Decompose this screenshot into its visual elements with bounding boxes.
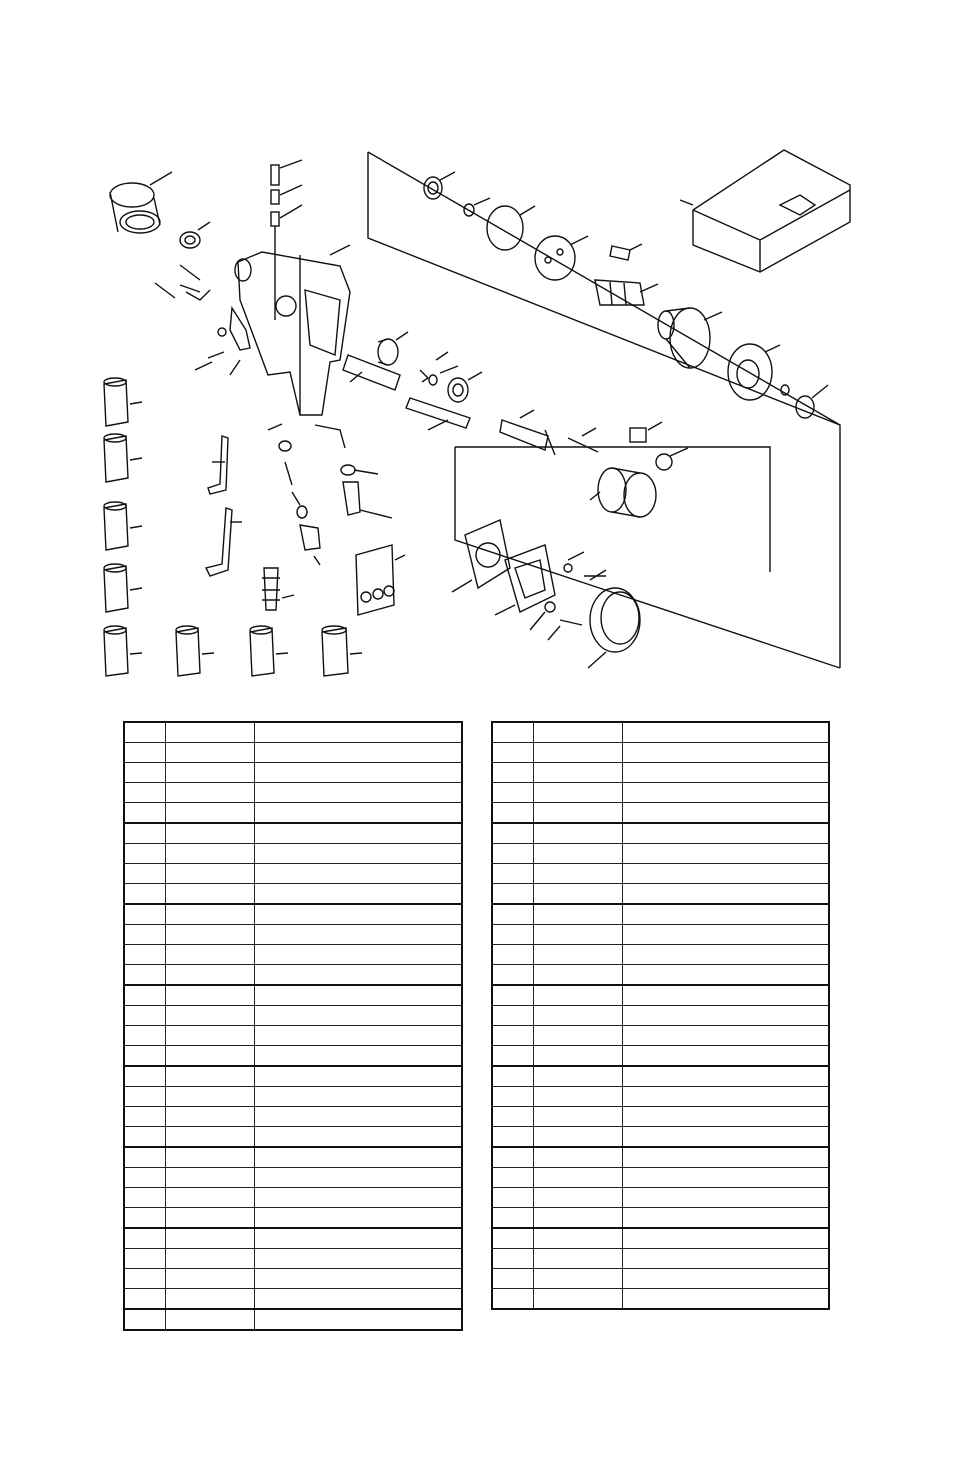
table-row xyxy=(124,1228,462,1249)
part-code-cell xyxy=(165,1066,254,1087)
part-number-cell xyxy=(492,1127,533,1148)
table-row xyxy=(492,1228,829,1249)
table-row xyxy=(492,1006,829,1026)
part-number-cell xyxy=(492,1188,533,1208)
part-number-cell xyxy=(492,884,533,905)
description-cell xyxy=(622,743,829,763)
shaft-icon xyxy=(406,398,470,430)
table-row xyxy=(124,1087,462,1107)
cover-icon xyxy=(588,588,640,668)
part-number-cell xyxy=(124,1228,165,1249)
inlet-icon xyxy=(315,425,392,518)
description-cell xyxy=(254,1208,462,1229)
hammer-icon xyxy=(630,422,688,470)
table-row xyxy=(492,1168,829,1188)
part-code-cell xyxy=(533,783,622,803)
part-code-cell xyxy=(165,1006,254,1026)
description-cell xyxy=(254,985,462,1006)
table-row xyxy=(124,1006,462,1026)
part-number-cell xyxy=(124,743,165,763)
parts-table-left xyxy=(123,721,463,1331)
part-code-cell xyxy=(533,965,622,986)
description-cell xyxy=(622,722,829,743)
part-code-cell xyxy=(165,722,254,743)
part-number-cell xyxy=(492,1168,533,1188)
pin-icon xyxy=(568,428,598,452)
table-row xyxy=(124,1107,462,1127)
description-cell xyxy=(622,945,829,965)
description-cell xyxy=(254,1269,462,1289)
description-cell xyxy=(254,1127,462,1148)
table-row xyxy=(124,1026,462,1046)
part-code-cell xyxy=(165,1309,254,1330)
washer-icon xyxy=(464,198,490,216)
part-code-cell xyxy=(165,985,254,1006)
part-number-cell xyxy=(124,1269,165,1289)
table-row xyxy=(492,1026,829,1046)
part-number-cell xyxy=(492,803,533,824)
part-number-cell xyxy=(124,904,165,925)
part-number-cell xyxy=(124,823,165,844)
part-code-cell xyxy=(165,783,254,803)
part-number-cell xyxy=(124,1046,165,1067)
part-number-cell xyxy=(124,1188,165,1208)
part-code-cell xyxy=(165,1168,254,1188)
part-code-cell xyxy=(165,1087,254,1107)
part-code-cell xyxy=(165,965,254,986)
part-number-cell xyxy=(124,1208,165,1229)
part-code-cell xyxy=(533,1087,622,1107)
part-code-cell xyxy=(533,945,622,965)
trigger-icon xyxy=(155,265,250,375)
part-number-cell xyxy=(492,1289,533,1310)
description-cell xyxy=(622,1289,829,1310)
part-number-cell xyxy=(124,945,165,965)
table-row xyxy=(492,823,829,844)
part-code-cell xyxy=(165,904,254,925)
table-row xyxy=(124,803,462,824)
table-row xyxy=(124,1147,462,1168)
part-code-cell xyxy=(533,1168,622,1188)
description-cell xyxy=(622,1269,829,1289)
description-cell xyxy=(622,884,829,905)
part-code-cell xyxy=(533,1107,622,1127)
description-cell xyxy=(254,743,462,763)
part-number-cell xyxy=(124,1249,165,1269)
table-row xyxy=(124,844,462,864)
part-number-cell xyxy=(492,1208,533,1229)
part-code-cell xyxy=(533,1188,622,1208)
table-row xyxy=(124,945,462,965)
description-cell xyxy=(254,864,462,884)
part-code-cell xyxy=(165,844,254,864)
part-code-cell xyxy=(533,1046,622,1067)
part-number-cell xyxy=(492,985,533,1006)
part-number-cell xyxy=(492,722,533,743)
part-number-cell xyxy=(492,1269,533,1289)
description-cell xyxy=(622,1066,829,1087)
part-number-cell xyxy=(492,864,533,884)
description-cell xyxy=(622,763,829,783)
part-code-cell xyxy=(533,1127,622,1148)
part-code-cell xyxy=(165,803,254,824)
description-cell xyxy=(622,803,829,824)
description-cell xyxy=(254,1188,462,1208)
description-cell xyxy=(254,1046,462,1067)
description-cell xyxy=(254,763,462,783)
table-row xyxy=(124,823,462,844)
description-cell xyxy=(254,1309,462,1330)
part-code-cell xyxy=(533,985,622,1006)
part-code-cell xyxy=(165,925,254,945)
table-row xyxy=(124,965,462,986)
table-row xyxy=(124,783,462,803)
description-cell xyxy=(622,1026,829,1046)
part-number-cell xyxy=(124,803,165,824)
exploded-parts-diagram xyxy=(0,0,954,700)
part-number-cell xyxy=(492,823,533,844)
table-row xyxy=(492,1107,829,1127)
description-cell xyxy=(622,1127,829,1148)
part-code-cell xyxy=(533,1147,622,1168)
part-number-cell xyxy=(124,985,165,1006)
part-code-cell xyxy=(165,884,254,905)
part-code-cell xyxy=(533,763,622,783)
description-cell xyxy=(622,1107,829,1127)
table-row xyxy=(124,1046,462,1067)
part-number-cell xyxy=(124,1107,165,1127)
part-number-cell xyxy=(492,904,533,925)
vane-icon xyxy=(610,244,642,260)
part-number-cell xyxy=(124,1026,165,1046)
description-cell xyxy=(254,1249,462,1269)
description-cell xyxy=(254,803,462,824)
part-code-cell xyxy=(165,1208,254,1229)
table-row xyxy=(124,763,462,783)
case-icon xyxy=(680,150,850,272)
table-row xyxy=(492,844,829,864)
part-code-cell xyxy=(165,1107,254,1127)
part-number-cell xyxy=(492,1249,533,1269)
part-code-cell xyxy=(165,743,254,763)
part-code-cell xyxy=(533,1228,622,1249)
part-code-cell xyxy=(165,1249,254,1269)
part-number-cell xyxy=(492,1107,533,1127)
part-code-cell xyxy=(533,803,622,824)
part-number-cell xyxy=(492,965,533,986)
part-code-cell xyxy=(533,1006,622,1026)
table-row xyxy=(124,1188,462,1208)
table-row xyxy=(492,1147,829,1168)
description-cell xyxy=(622,1168,829,1188)
description-cell xyxy=(254,1228,462,1249)
description-cell xyxy=(254,1168,462,1188)
table-row xyxy=(124,1168,462,1188)
table-row xyxy=(124,925,462,945)
part-number-cell xyxy=(124,1309,165,1330)
description-cell xyxy=(254,783,462,803)
table-row xyxy=(124,1127,462,1148)
table-row xyxy=(124,864,462,884)
part-number-cell xyxy=(492,1066,533,1087)
table-row xyxy=(492,1046,829,1067)
description-cell xyxy=(254,925,462,945)
o-ring-icon xyxy=(487,206,535,250)
part-code-cell xyxy=(533,823,622,844)
part-code-cell xyxy=(165,1147,254,1168)
boot-icon xyxy=(110,172,172,233)
table-row xyxy=(492,945,829,965)
part-code-cell xyxy=(533,864,622,884)
parts-table-right xyxy=(491,721,830,1310)
description-cell xyxy=(622,1147,829,1168)
table-row xyxy=(124,884,462,905)
sleeve-icon xyxy=(343,355,400,390)
table-row xyxy=(492,1087,829,1107)
description-cell xyxy=(622,1087,829,1107)
table-row xyxy=(492,1269,829,1289)
description-cell xyxy=(622,1188,829,1208)
description-cell xyxy=(622,985,829,1006)
table-row xyxy=(492,1188,829,1208)
part-code-cell xyxy=(165,763,254,783)
table-row xyxy=(124,1309,462,1330)
anvil-icon xyxy=(500,410,555,455)
description-cell xyxy=(254,1066,462,1087)
part-code-cell xyxy=(533,1249,622,1269)
description-cell xyxy=(622,844,829,864)
part-number-cell xyxy=(492,1228,533,1249)
description-cell xyxy=(622,864,829,884)
part-number-cell xyxy=(124,965,165,986)
end-plate-icon xyxy=(535,236,588,280)
description-cell xyxy=(254,722,462,743)
table-row xyxy=(124,904,462,925)
table-row xyxy=(492,1066,829,1087)
part-code-cell xyxy=(533,1026,622,1046)
table-row xyxy=(492,985,829,1006)
description-cell xyxy=(622,904,829,925)
part-code-cell xyxy=(165,1188,254,1208)
description-cell xyxy=(254,1147,462,1168)
part-number-cell xyxy=(492,1046,533,1067)
part-code-cell xyxy=(165,1127,254,1148)
description-cell xyxy=(254,1289,462,1310)
description-cell xyxy=(254,1026,462,1046)
table-row xyxy=(492,965,829,986)
part-number-cell xyxy=(124,1147,165,1168)
part-number-cell xyxy=(492,1147,533,1168)
part-number-cell xyxy=(124,884,165,905)
part-code-cell xyxy=(165,823,254,844)
part-number-cell xyxy=(492,945,533,965)
part-number-cell xyxy=(124,763,165,783)
description-cell xyxy=(622,1046,829,1067)
description-cell xyxy=(254,965,462,986)
part-number-cell xyxy=(492,743,533,763)
description-cell xyxy=(254,884,462,905)
ring-icon xyxy=(448,372,482,402)
regulator-icon xyxy=(268,424,320,565)
part-code-cell xyxy=(165,1046,254,1067)
description-cell xyxy=(254,844,462,864)
table-row xyxy=(124,1289,462,1310)
part-code-cell xyxy=(165,945,254,965)
table-row xyxy=(124,985,462,1006)
description-cell xyxy=(622,823,829,844)
table-row xyxy=(492,783,829,803)
air-fitting-icon xyxy=(262,568,294,610)
part-number-cell xyxy=(124,925,165,945)
front-bearing-icon xyxy=(781,385,828,418)
part-number-cell xyxy=(124,1006,165,1026)
bushing-2-icon xyxy=(378,332,408,365)
table-row xyxy=(124,1249,462,1269)
description-cell xyxy=(622,925,829,945)
part-code-cell xyxy=(533,904,622,925)
description-cell xyxy=(254,823,462,844)
part-number-cell xyxy=(124,1087,165,1107)
table-row xyxy=(124,743,462,763)
part-number-cell xyxy=(124,1289,165,1310)
table-row xyxy=(124,722,462,743)
part-code-cell xyxy=(533,722,622,743)
table-row xyxy=(492,1289,829,1310)
part-code-cell xyxy=(533,743,622,763)
part-number-cell xyxy=(492,1006,533,1026)
description-cell xyxy=(622,1208,829,1229)
table-row xyxy=(124,1066,462,1087)
table-row xyxy=(492,925,829,945)
part-number-cell xyxy=(124,1066,165,1087)
part-code-cell xyxy=(165,1026,254,1046)
table-row xyxy=(492,763,829,783)
socket-icon xyxy=(104,378,362,676)
part-number-cell xyxy=(492,1087,533,1107)
part-number-cell xyxy=(492,763,533,783)
part-code-cell xyxy=(165,1289,254,1310)
table-row xyxy=(492,904,829,925)
description-cell xyxy=(254,904,462,925)
description-cell xyxy=(622,1249,829,1269)
hex-key-icon xyxy=(206,436,242,576)
description-cell xyxy=(622,1006,829,1026)
rear-bearing-icon xyxy=(424,172,455,199)
description-cell xyxy=(254,1006,462,1026)
part-number-cell xyxy=(492,925,533,945)
part-code-cell xyxy=(533,1269,622,1289)
part-code-cell xyxy=(533,884,622,905)
part-code-cell xyxy=(165,864,254,884)
part-number-cell xyxy=(124,844,165,864)
table-row xyxy=(124,1208,462,1229)
part-code-cell xyxy=(533,925,622,945)
table-row xyxy=(492,864,829,884)
cage-icon xyxy=(590,468,656,517)
label-card-icon xyxy=(356,545,405,615)
part-code-cell xyxy=(533,1066,622,1087)
description-cell xyxy=(254,1107,462,1127)
part-code-cell xyxy=(165,1269,254,1289)
part-code-cell xyxy=(533,1289,622,1310)
part-number-cell xyxy=(124,1127,165,1148)
part-code-cell xyxy=(165,1228,254,1249)
table-row xyxy=(492,722,829,743)
description-cell xyxy=(254,1087,462,1107)
part-number-cell xyxy=(124,783,165,803)
table-row xyxy=(492,1208,829,1229)
table-row xyxy=(492,1127,829,1148)
table-row xyxy=(492,884,829,905)
part-number-cell xyxy=(124,1168,165,1188)
part-code-cell xyxy=(533,1208,622,1229)
description-cell xyxy=(622,965,829,986)
part-number-cell xyxy=(492,1026,533,1046)
part-number-cell xyxy=(492,783,533,803)
part-number-cell xyxy=(124,722,165,743)
table-row xyxy=(492,1249,829,1269)
table-row xyxy=(492,803,829,824)
description-cell xyxy=(622,783,829,803)
description-cell xyxy=(622,1228,829,1249)
table-row xyxy=(124,1269,462,1289)
part-number-cell xyxy=(492,844,533,864)
part-number-cell xyxy=(124,864,165,884)
table-row xyxy=(492,743,829,763)
housing-icon xyxy=(235,245,350,415)
bushing-icon xyxy=(180,222,210,248)
description-cell xyxy=(254,945,462,965)
part-code-cell xyxy=(533,844,622,864)
